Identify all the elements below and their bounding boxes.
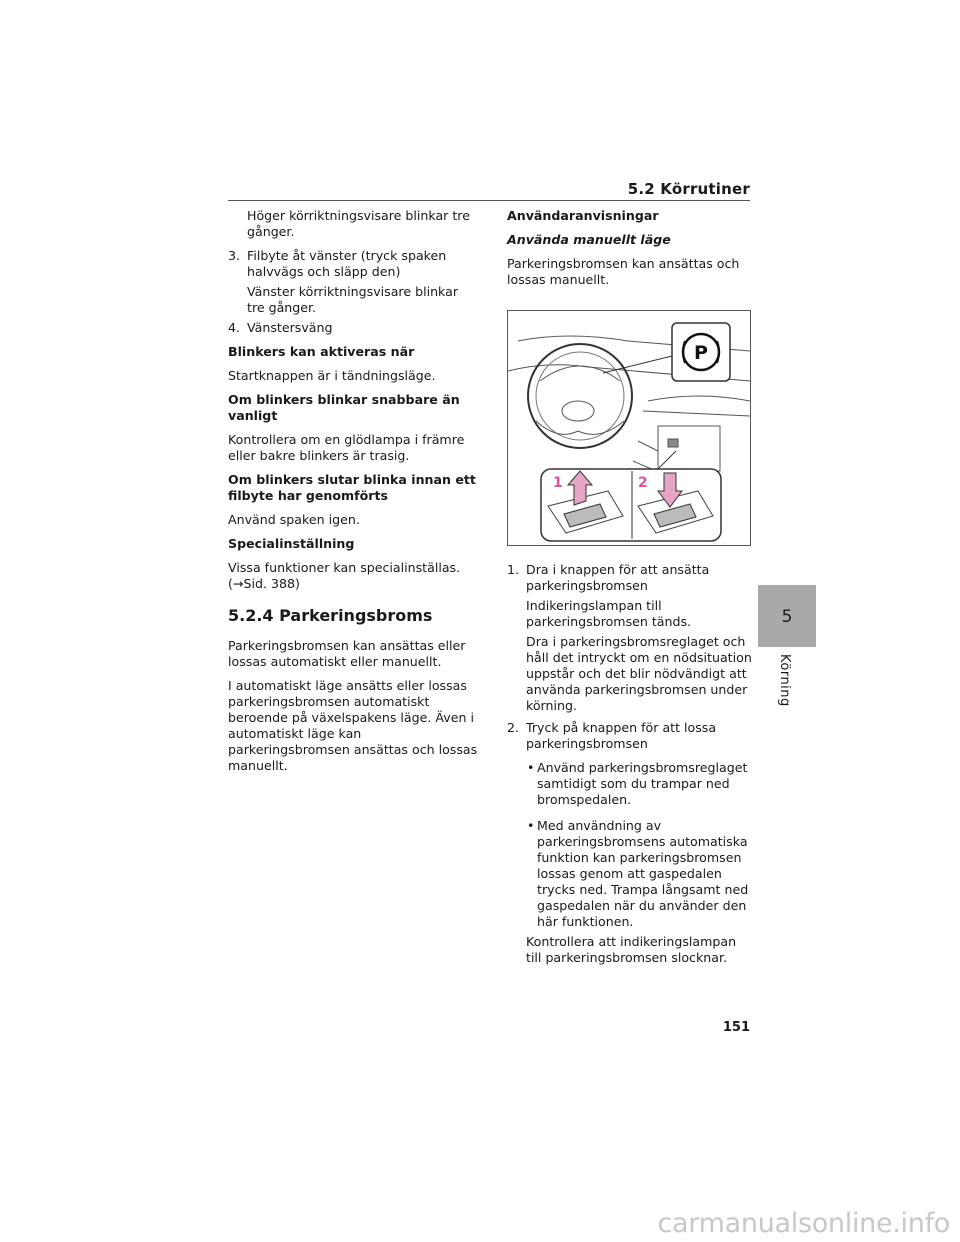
watermark: carmanualsonline.info [657,1208,950,1239]
list-number: 3. [228,248,241,263]
bullet-text: Använd parkeringsbromsreglaget samtidigt som du trampar ned bromspedalen. [537,760,748,807]
list-item-3 [228,248,478,280]
text-blinker-stops: Använd spaken igen. [228,512,360,527]
text-right-signal-blinks: Höger körriktningsvisare blinkar tre gånger. [247,208,470,239]
text-special-setting: Vissa funktioner kan specialinställas. (→Sid. 388) [228,560,461,591]
bullet-item [507,760,753,808]
chapter-tab [758,585,816,647]
list-item-text: Filbyte åt vänster (tryck spaken halvvägs och släpp den) [247,248,447,279]
list-item-text: Dra i knappen för att ansätta parkeringsbromsen [526,562,710,593]
figure-label-2: 2 [638,475,648,491]
text-blinker-activate: Startknappen är i tändningsläge. [228,368,436,383]
text-check-indicator: Kontrollera att indikeringslampan till parkeringsbromsen slocknar. [526,934,737,965]
text-parking-intro: Parkeringsbromsen kan ansättas eller lossas automatiskt eller manuellt. [228,638,466,669]
parking-p-symbol: P [694,342,708,364]
parking-brake-illustration [507,310,751,546]
list-item-text: Tryck på knappen för att lossa parkeringsbromsen [526,720,717,751]
text-left-signal-blinks: Vänster körriktningsvisare blinkar tre gånger. [247,284,459,315]
dashboard-illustration [508,311,750,545]
page-number: 151 [722,1020,750,1035]
section-heading-parking-brake: 5.2.4 Parkeringsbroms [228,606,433,625]
bullet-dot: • [527,760,535,775]
heading-blinker-stops: Om blinkers slutar blinka innan ett filbyte har genomförts [228,472,476,503]
heading-manual-mode: Använda manuellt läge [507,232,671,247]
list-number: 2. [507,720,520,735]
figure-label-1: 1 [553,475,563,491]
list-item-1 [507,562,753,594]
bullet-item [507,818,753,930]
page-header-rule [228,200,750,201]
heading-special-setting: Specialinställning [228,536,355,551]
text-parking-auto: I automatiskt läge ansätts eller lossas parkeringsbromsen automatiskt beroende på växelspakens läge. Även i automatiskt läge kan parkeringsbromsen ansättas och lossas manuellt. [228,678,478,773]
text-indicator-lights: Indikeringslampan till parkeringsbromsen tänds. [526,598,692,629]
heading-usage: Användaranvisningar [507,208,659,223]
bullet-dot: • [527,818,535,833]
left-column [228,208,478,782]
text-emergency-brake: Dra i parkeringsbromsreglaget och håll det intryckt om en nödsituation uppstår och det blir nödvändigt att använda parkeringsbromsen under körning. [526,634,752,713]
chapter-label: Körning [777,654,792,707]
right-column [507,208,753,970]
page-header-title: 5.2 Körrutiner [627,180,750,198]
list-item-2 [507,720,753,752]
bullet-text: Med användning av parkeringsbromsens automatiska funktion kan parkeringsbromsen lossas genom att gaspedalen trycks ned. Trampa långsamt ned gaspedalen när du använder den här funktionen. [537,818,749,929]
heading-blinker-activate: Blinkers kan aktiveras när [228,344,415,359]
heading-blinker-fast: Om blinkers blinkar snabbare än vanligt [228,392,460,423]
list-item-4 [228,320,478,336]
text-manual-mode: Parkeringsbromsen kan ansättas och lossas manuellt. [507,256,740,287]
chapter-number: 5 [781,607,793,627]
steering-wheel-icon [528,344,632,448]
list-number: 1. [507,562,520,577]
list-number: 4. [228,320,241,335]
list-item-text: Vänstersväng [247,320,333,335]
text-blinker-fast: Kontrollera om en glödlampa i främre eller bakre blinkers är trasig. [228,432,465,463]
